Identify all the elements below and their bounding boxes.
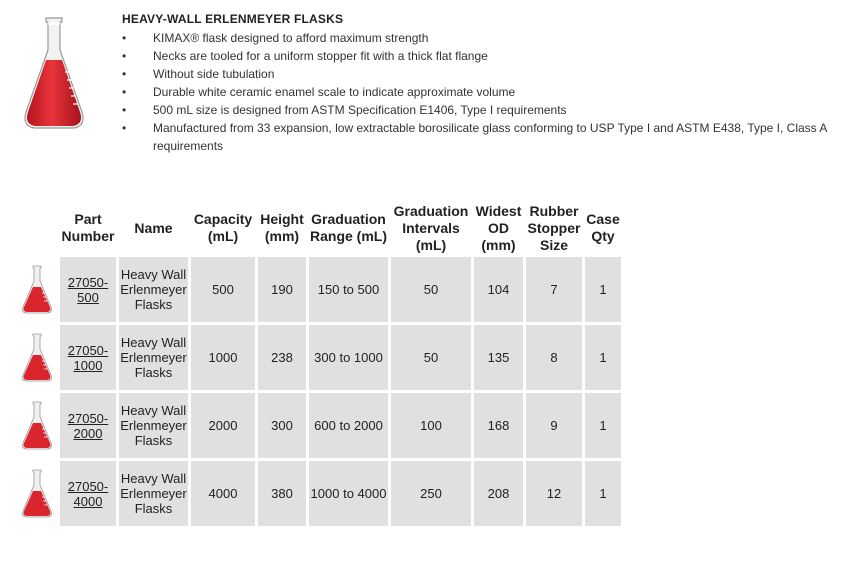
height-cell: 238 (258, 325, 306, 390)
graduation-intervals-cell: 250 (391, 461, 471, 526)
part-number-link[interactable]: 27050-1000 (67, 342, 109, 373)
part-number-cell (60, 393, 116, 458)
erlenmeyer-flask-icon (18, 16, 90, 132)
graduation-intervals-cell: 50 (391, 325, 471, 390)
bullet: • (122, 67, 127, 81)
product-title: HEAVY-WALL ERLENMEYER FLASKS (122, 12, 344, 26)
name-cell: Heavy Wall Erlenmeyer Flasks (119, 325, 188, 390)
feature-text: 500 mL size is designed from ASTM Specification E1406, Type I requirements (153, 103, 567, 117)
part-number-link[interactable]: 27050-500 (67, 274, 109, 305)
erlenmeyer-flask-icon[interactable] (20, 469, 54, 519)
stopper-size-cell: 9 (526, 393, 582, 458)
list-item (122, 119, 838, 155)
header-part-number: Part Number (60, 202, 116, 254)
case-qty-cell: 1 (585, 461, 621, 526)
name-cell: Heavy Wall Erlenmeyer Flasks (119, 461, 188, 526)
graduation-range-cell: 300 to 1000 (309, 325, 388, 390)
header-rubber-stopper-size: Rubber Stopper Size (527, 202, 581, 253)
list-item (122, 83, 838, 101)
table-row (17, 257, 621, 322)
product-spec-table (14, 199, 624, 529)
graduation-intervals-cell: 100 (391, 393, 471, 458)
header-height: Height (mm) (258, 202, 306, 254)
part-number-cell (60, 257, 116, 322)
list-item (122, 29, 838, 47)
stopper-size-cell: 12 (526, 461, 582, 526)
flask-thumbnail-cell (17, 393, 57, 458)
table-row (17, 325, 621, 390)
case-qty-cell: 1 (585, 393, 621, 458)
capacity-cell: 4000 (191, 461, 255, 526)
graduation-range-cell: 600 to 2000 (309, 393, 388, 458)
table-row (17, 461, 621, 526)
graduation-intervals-cell: 50 (391, 257, 471, 322)
flask-thumbnail-cell (17, 461, 57, 526)
flask-thumbnail-cell (17, 257, 57, 322)
header-graduation-range: Graduation Range (mL) (309, 202, 388, 254)
graduation-range-cell: 150 to 500 (309, 257, 388, 322)
widest-od-cell: 135 (474, 325, 523, 390)
header-image (17, 202, 57, 254)
flask-thumbnail-cell (17, 325, 57, 390)
feature-text: Manufactured from 33 expansion, low extractable borosilicate glass conforming to USP Type I and ASTM E438, Type I, Class A requirements (153, 121, 827, 153)
widest-od-cell: 208 (474, 461, 523, 526)
capacity-cell: 500 (191, 257, 255, 322)
erlenmeyer-flask-icon[interactable] (20, 265, 54, 315)
feature-list (122, 29, 838, 155)
header-name: Name (119, 202, 188, 254)
graduation-range-cell: 1000 to 4000 (309, 461, 388, 526)
name-cell: Heavy Wall Erlenmeyer Flasks (119, 257, 188, 322)
part-number-link[interactable]: 27050-2000 (67, 410, 109, 441)
feature-text: Without side tubulation (153, 67, 275, 81)
widest-od-cell: 168 (474, 393, 523, 458)
header-graduation-intervals: Graduation Intervals (mL) (391, 202, 471, 254)
height-cell: 190 (258, 257, 306, 322)
capacity-cell: 2000 (191, 393, 255, 458)
list-item (122, 65, 838, 83)
feature-text: KIMAX® flask designed to afford maximum strength (153, 31, 429, 45)
stopper-size-cell: 8 (526, 325, 582, 390)
part-number-cell (60, 325, 116, 390)
header-widest-od: Widest OD (mm) (475, 202, 522, 253)
capacity-cell: 1000 (191, 325, 255, 390)
bullet: • (122, 85, 127, 99)
table-row (17, 393, 621, 458)
bullet: • (122, 121, 127, 135)
header-case-qty: Case Qty (585, 202, 621, 254)
height-cell: 380 (258, 461, 306, 526)
height-cell: 300 (258, 393, 306, 458)
widest-od-cell: 104 (474, 257, 523, 322)
bullet: • (122, 31, 127, 45)
bullet: • (122, 49, 127, 63)
table-header-row (17, 202, 621, 254)
feature-text: Durable white ceramic enamel scale to indicate approximate volume (153, 85, 516, 99)
part-number-link[interactable]: 27050-4000 (67, 478, 109, 509)
erlenmeyer-flask-icon[interactable] (20, 401, 54, 451)
feature-text: Necks are tooled for a uniform stopper fit with a thick flat flange (153, 49, 488, 63)
list-item (122, 101, 838, 119)
erlenmeyer-flask-icon[interactable] (20, 333, 54, 383)
part-number-cell (60, 461, 116, 526)
case-qty-cell: 1 (585, 325, 621, 390)
stopper-size-cell: 7 (526, 257, 582, 322)
name-cell: Heavy Wall Erlenmeyer Flasks (119, 393, 188, 458)
case-qty-cell: 1 (585, 257, 621, 322)
list-item (122, 47, 838, 65)
header-capacity: Capacity (mL) (191, 202, 255, 254)
bullet: • (122, 103, 127, 117)
